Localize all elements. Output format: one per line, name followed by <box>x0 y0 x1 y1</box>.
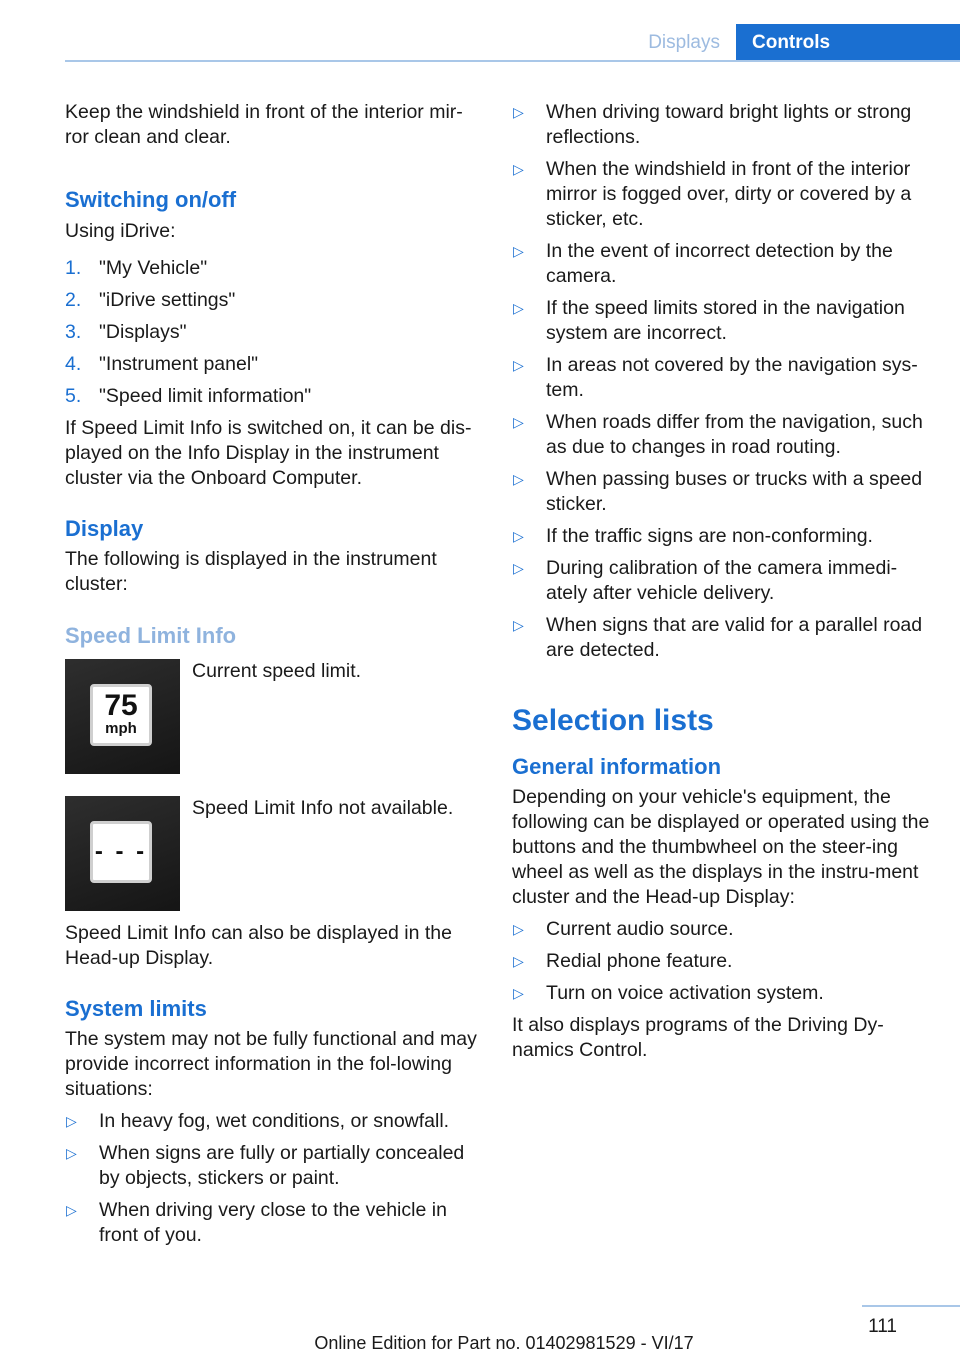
speed-limit-unavailable-image <box>65 796 180 911</box>
general-information-heading: General information <box>512 754 722 779</box>
left-column <box>65 100 480 1255</box>
list-item-text: If the speed limits stored in the navigation system are incorrect. <box>546 297 905 344</box>
list-item-text: When passing buses or trucks with a speed sticker. <box>546 468 923 515</box>
system-limits-paragraph: The system may not be fully functional and may provide incorrect information in the fol-lowing situations: <box>65 1028 477 1100</box>
speed-limit-75-icon <box>90 684 152 746</box>
list-item <box>512 524 930 549</box>
triangle-bullet-icon: ▷ <box>513 617 524 633</box>
list-item-text: When signs are fully or partially concealed by objects, stickers or paint. <box>99 1142 465 1189</box>
step-text: "Speed limit information" <box>99 385 312 407</box>
list-item <box>65 352 480 377</box>
tab-displays[interactable]: Displays <box>648 32 720 53</box>
tab-controls[interactable]: Controls <box>736 24 960 62</box>
step-text: "My Vehicle" <box>99 257 208 279</box>
limits-list-right <box>512 100 930 663</box>
list-item <box>512 613 930 663</box>
triangle-bullet-icon: ▷ <box>513 300 524 316</box>
display-paragraph: The following is displayed in the instrument cluster: <box>65 548 437 595</box>
current-speed-limit-caption: Current speed limit. <box>192 660 362 682</box>
list-item <box>512 467 930 517</box>
speed-limit-current-row <box>65 659 480 777</box>
display-heading: Display <box>65 516 144 541</box>
triangle-bullet-icon: ▷ <box>513 243 524 259</box>
triangle-bullet-icon: ▷ <box>513 985 524 1001</box>
triangle-bullet-icon: ▷ <box>66 1202 77 1218</box>
speed-limit-info-heading: Speed Limit Info <box>65 623 237 648</box>
triangle-bullet-icon: ▷ <box>66 1113 77 1129</box>
list-item-text: When the windshield in front of the interior mirror is fogged over, dirty or covered by a sticker, etc. <box>546 158 912 230</box>
limits-list-left <box>65 1109 480 1248</box>
page-number: 111 <box>868 1316 897 1337</box>
step-number: 5. <box>65 385 82 407</box>
list-item <box>512 100 930 150</box>
list-item <box>512 949 930 974</box>
switched-on-paragraph: If Speed Limit Info is switched on, it can be dis-played on the Info Display in the instrument cluster via the Onboard Computer. <box>65 417 472 489</box>
system-limits-heading: System limits <box>65 996 207 1021</box>
list-item <box>512 981 930 1006</box>
list-item-text: In heavy fog, wet conditions, or snowfall. <box>99 1110 450 1132</box>
list-item <box>65 320 480 345</box>
list-item-text: When driving very close to the vehicle in front of you. <box>99 1199 447 1246</box>
page-header <box>65 24 960 62</box>
list-item <box>512 239 930 289</box>
triangle-bullet-icon: ▷ <box>513 528 524 544</box>
triangle-bullet-icon: ▷ <box>513 953 524 969</box>
list-item <box>65 256 480 281</box>
list-item <box>65 384 480 409</box>
list-item <box>512 157 930 232</box>
general-list <box>512 917 930 1006</box>
using-idrive-text: Using iDrive: <box>65 220 176 242</box>
list-item-text: When driving toward bright lights or strong reflections. <box>546 101 912 148</box>
triangle-bullet-icon: ▷ <box>66 1145 77 1161</box>
sign-unit: mph <box>105 720 137 737</box>
triangle-bullet-icon: ▷ <box>513 161 524 177</box>
list-item-text: When roads differ from the navigation, such as due to changes in road routing. <box>546 411 923 458</box>
step-number: 4. <box>65 353 82 375</box>
driving-dynamics-paragraph: It also displays programs of the Driving Dy-namics Control. <box>512 1014 884 1061</box>
list-item <box>512 917 930 942</box>
triangle-bullet-icon: ▷ <box>513 921 524 937</box>
speed-limit-unavailable-row <box>65 796 480 914</box>
hud-paragraph: Speed Limit Info can also be displayed in the Head-up Display. <box>65 922 453 969</box>
list-item <box>65 1109 480 1134</box>
list-item-text: During calibration of the camera immedi-ately after vehicle delivery. <box>546 557 898 604</box>
header-rule <box>65 60 960 62</box>
footer-rule <box>862 1305 960 1307</box>
steps-list <box>65 256 480 409</box>
list-item-text: Redial phone feature. <box>546 950 733 972</box>
switching-heading: Switching on/off <box>65 187 237 212</box>
list-item <box>512 353 930 403</box>
selection-lists-heading: Selection lists <box>512 704 714 737</box>
list-item-text: Current audio source. <box>546 918 734 940</box>
step-text: "Instrument panel" <box>99 353 259 375</box>
list-item <box>65 288 480 313</box>
intro-paragraph: Keep the windshield in front of the interior mir-ror clean and clear. <box>65 101 463 148</box>
list-item <box>65 1141 480 1191</box>
list-item-text: In the event of incorrect detection by the camera. <box>546 240 893 287</box>
step-text: "iDrive settings" <box>99 289 236 311</box>
right-column <box>512 100 930 1063</box>
triangle-bullet-icon: ▷ <box>513 414 524 430</box>
triangle-bullet-icon: ▷ <box>513 560 524 576</box>
step-number: 2. <box>65 289 82 311</box>
triangle-bullet-icon: ▷ <box>513 104 524 120</box>
list-item <box>65 1198 480 1248</box>
sign-dashes: - - - <box>94 838 148 865</box>
list-item-text: When signs that are valid for a parallel road are detected. <box>546 614 923 661</box>
list-item <box>512 556 930 606</box>
triangle-bullet-icon: ▷ <box>513 471 524 487</box>
unavailable-caption: Speed Limit Info not available. <box>192 797 454 819</box>
list-item <box>512 410 930 460</box>
list-item <box>512 296 930 346</box>
general-information-paragraph: Depending on your vehicle's equipment, the following can be displayed or operated using the buttons and the thumbwheel on the steer-ing wheel as well as the displays in the instru-ment cluster and the Head-up Display: <box>512 786 930 908</box>
edition-footer: Online Edition for Part no. 01402981529 - VI/17 <box>314 1333 694 1353</box>
sign-number: 75 <box>104 689 138 722</box>
list-item-text: In areas not covered by the navigation sys-tem. <box>546 354 918 401</box>
step-text: "Displays" <box>99 321 187 343</box>
list-item-text: If the traffic signs are non-conforming. <box>546 525 873 547</box>
list-item-text: Turn on voice activation system. <box>546 982 824 1004</box>
speed-limit-sign-image <box>65 659 180 774</box>
speed-limit-unavailable-icon <box>90 821 152 883</box>
step-number: 1. <box>65 257 82 279</box>
step-number: 3. <box>65 321 82 343</box>
triangle-bullet-icon: ▷ <box>513 357 524 373</box>
